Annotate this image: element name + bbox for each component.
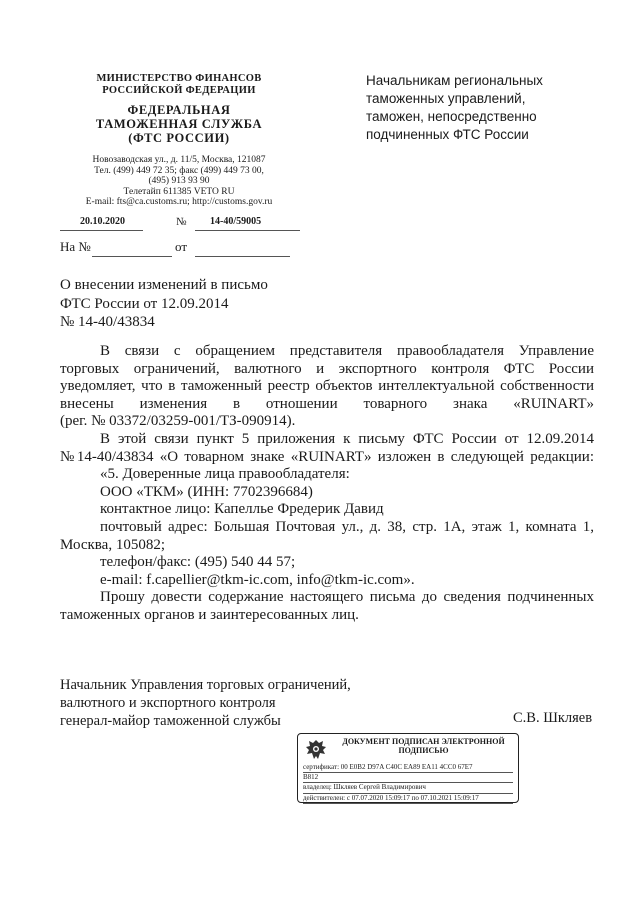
service-name-line3: (ФТС РОССИИ): [128, 131, 230, 145]
reference-number-underline: [92, 256, 172, 257]
sender-block: [60, 73, 298, 208]
number-underline: [195, 230, 300, 231]
sender-address: Новозаводская ул., д. 11/5, Москва, 121087: [92, 155, 266, 165]
service-name: [60, 103, 298, 145]
ministry-name-line2: РОССИЙСКОЙ ФЕДЕРАЦИИ: [102, 85, 256, 96]
recipient-block: [366, 72, 596, 144]
stamp-certificate: сертификат: 00 E0B2 D97A C40C EA89 EA11 4CC0 67E7: [303, 763, 513, 773]
signatory-title-line: валютного и экспортного контроля: [60, 695, 276, 711]
recipient-line: подчиненных ФТС России: [366, 127, 529, 142]
registration-date: 20.10.2020: [80, 216, 125, 227]
ministry-name-line1: МИНИСТЕРСТВО ФИНАНСОВ: [96, 73, 262, 84]
subject-line: О внесении изменений в письмо: [60, 277, 268, 293]
reference-date-label: от: [175, 239, 188, 254]
signatory-title: [60, 676, 390, 730]
subject-line: № 14-40/43834: [60, 314, 155, 330]
reference-line: [60, 239, 300, 257]
signatory-title-line: Начальник Управления торговых ограничений,: [60, 677, 351, 693]
recipient-line: таможенных управлений,: [366, 91, 526, 106]
reference-date-underline: [195, 256, 290, 257]
date-underline: [60, 230, 143, 231]
coat-of-arms-icon: [303, 737, 329, 763]
stamp-title-line: ПОДПИСЬЮ: [398, 746, 449, 755]
sender-phone2: (495) 913 93 90: [148, 176, 210, 186]
reference-number-label: На №: [60, 239, 91, 254]
subject-block: [60, 276, 320, 332]
registration-number: 14-40/59005: [210, 216, 262, 227]
stamp-title: [331, 737, 516, 755]
number-sign: №: [176, 216, 187, 228]
body-line: таможенных органов и заинтересованных лиц.: [60, 606, 359, 623]
service-name-line1: ФЕДЕРАЛЬНАЯ: [127, 103, 231, 117]
subject-line: ФТС России от 12.09.2014: [60, 295, 229, 312]
stamp-owner: владелец: Шкляев Сергей Владимирович: [303, 783, 513, 793]
quote-line: Москва, 105082;: [60, 536, 165, 553]
signatory-name: С.В. Шкляев: [513, 710, 593, 726]
body-line: В связи с обращением представителя правообладателя Управление: [100, 343, 594, 359]
stamp-details: [303, 763, 513, 804]
service-name-line2: ТАМОЖЕННАЯ СЛУЖБА: [95, 117, 263, 131]
recipient-line: Начальникам региональных: [366, 73, 543, 88]
stamp-title-line: ДОКУМЕНТ ПОДПИСАН ЭЛЕКТРОННОЙ: [342, 737, 505, 746]
stamp-validity: действителен: с 07.07.2020 15:09:17 по 07.10.2021 15:09:17: [303, 794, 513, 804]
body-line: торговых ограничений, валютного и экспортного контроля ФТС России: [60, 360, 594, 377]
body-line: Прошу довести содержание настоящего письма до сведения подчиненных: [100, 589, 594, 606]
body-line: №14-40/43834 «О товарном знаке «RUINART» изложен в следующей редакции:: [60, 448, 594, 465]
body-line: В этой связи пункт 5 приложения к письму ФТС России от 12.09.2014: [100, 430, 594, 447]
recipient-line: таможен, непосредственно: [366, 109, 537, 124]
sender-teletype: Телетайп 611385 VETO RU: [123, 186, 235, 197]
body-line: внесены изменения в отношении товарного знака «RUINART»: [60, 395, 594, 412]
signatory-title-line: генерал-майор таможенной службы: [60, 713, 281, 729]
body-line: уведомляет, что в таможенный реестр объектов интеллектуальной собственности: [60, 378, 594, 395]
registration-line: [60, 216, 300, 232]
quote-line: ООО «ТКМ» (ИНН: 7702396684): [100, 483, 313, 500]
quote-line: телефон/факс: (495) 540 44 57;: [100, 554, 296, 571]
sender-contacts: [60, 155, 298, 208]
quote-line: «5. Доверенные лица правообладателя:: [100, 466, 350, 483]
body-line: (рег. № 03372/03259-001/ТЗ-090914).: [60, 413, 296, 430]
stamp-certificate-cont: B812: [303, 773, 513, 783]
sender-email: E-mail: fts@ca.customs.ru; http://customs.gov.ru: [85, 197, 273, 207]
quote-line: e-mail: f.capellier@tkm-ic.com, info@tkm-ic.com».: [100, 571, 415, 588]
letter-body: [60, 343, 594, 625]
electronic-signature-stamp: [297, 733, 519, 803]
sender-phone: Тел. (499) 449 72 35; факс (499) 449 73 00,: [94, 165, 264, 176]
quote-line: контактное лицо: Капеллье Фредерик Давид: [100, 501, 384, 518]
quote-line: почтовый адрес: Большая Почтовая ул., д. 38, стр. 1А, этаж 1, комната 1,: [100, 518, 594, 535]
